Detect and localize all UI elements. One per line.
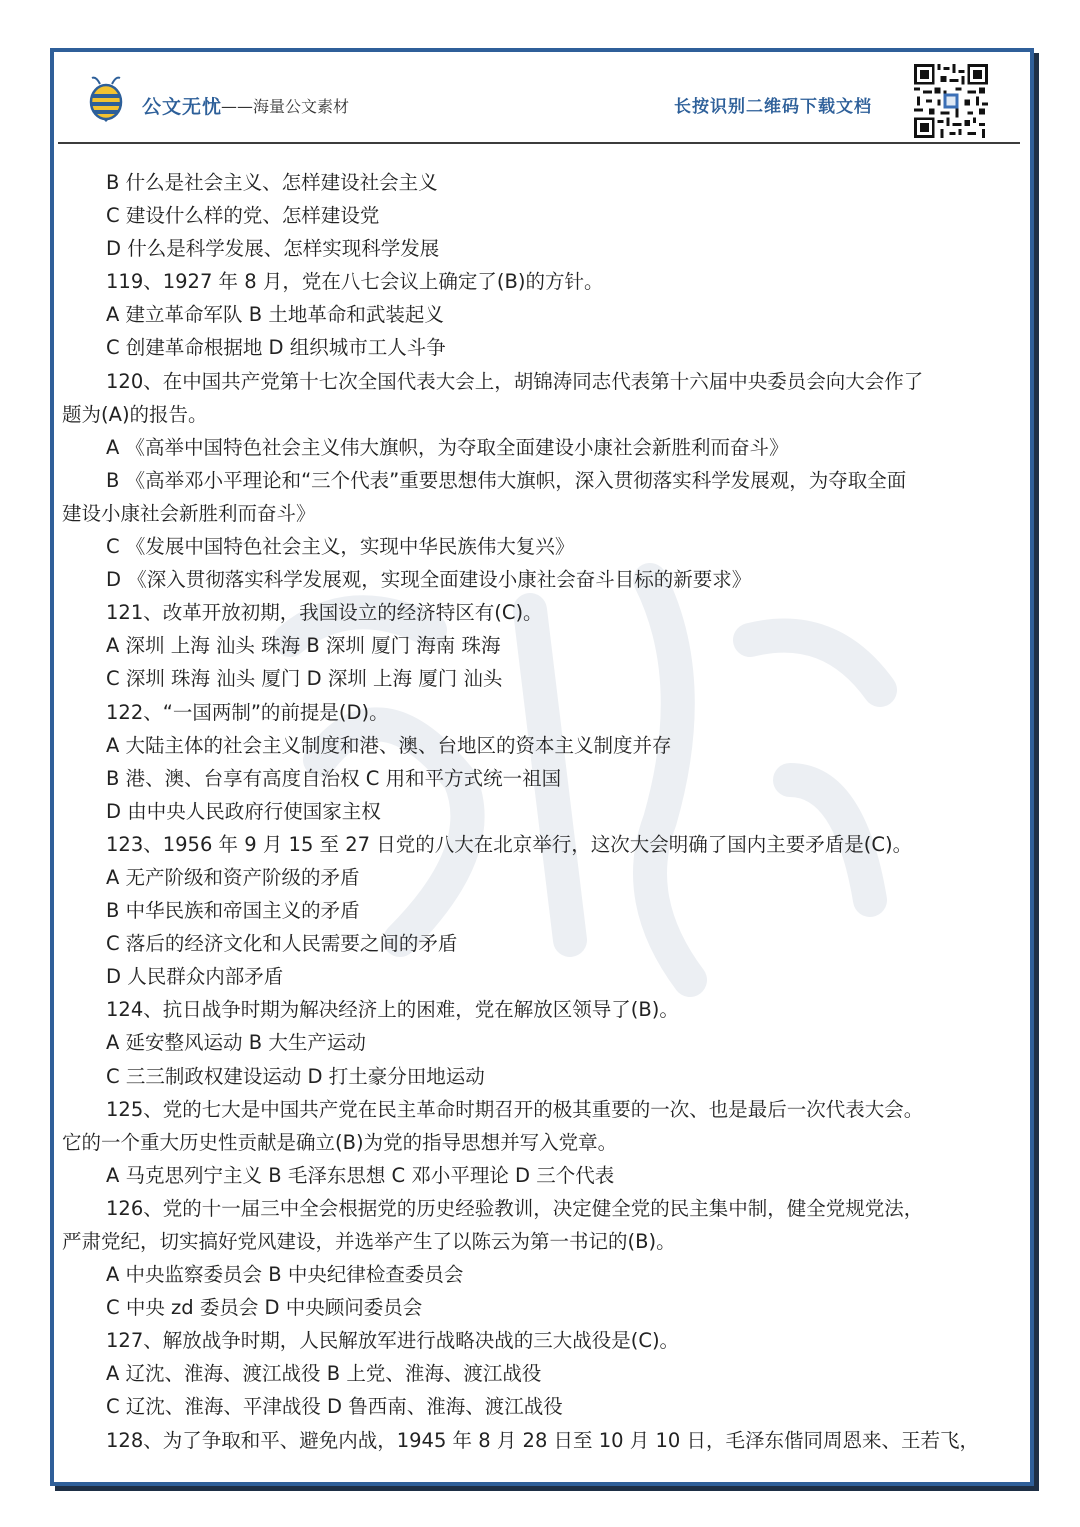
text-line: 127、解放战争时期，人民解放军进行战略决战的三大战役是(C)。 bbox=[106, 1329, 680, 1353]
text-line: C 三三制政权建设运动 D 打土豪分田地运动 bbox=[106, 1064, 485, 1088]
page-header bbox=[58, 56, 1020, 144]
qr-code-icon[interactable] bbox=[914, 64, 988, 138]
text-line: D 什么是科学发展、怎样实现科学发展 bbox=[106, 237, 440, 261]
text-line: C 辽沈、淮海、平津战役 D 鲁西南、淮海、渡江战役 bbox=[106, 1395, 563, 1419]
text-line: A 中央监察委员会 B 中央纪律检查委员会 bbox=[106, 1263, 464, 1287]
brand-subtitle: ——海量公文素材 bbox=[221, 97, 350, 116]
text-line: 126、党的十一届三中全会根据党的历史经验教训，决定健全党的民主集中制，健全党规党法， bbox=[106, 1196, 924, 1220]
text-line: A 建立革命军队 B 土地革命和武装起义 bbox=[106, 303, 444, 327]
text-line: A 马克思列宁主义 B 毛泽东思想 C 邓小平理论 D 三个代表 bbox=[106, 1163, 615, 1187]
text-line: 125、党的七大是中国共产党在民主革命时期召开的极其重要的一次、也是最后一次代表大会。 bbox=[106, 1097, 924, 1121]
text-line: C 深圳 珠海 汕头 厦门 D 深圳 上海 厦门 汕头 bbox=[106, 667, 503, 691]
text-line: 120、在中国共产党第十七次全国代表大会上，胡锦涛同志代表第十六届中央委员会向大会作了 bbox=[106, 369, 924, 393]
text-line: A 无产阶级和资产阶级的矛盾 bbox=[106, 865, 360, 889]
text-line: 121、改革开放初期，我国设立的经济特区有(C)。 bbox=[106, 601, 543, 625]
document-body bbox=[62, 166, 1020, 1457]
text-line: A 延安整风运动 B 大生产运动 bbox=[106, 1031, 366, 1055]
bee-logo-icon bbox=[86, 76, 126, 122]
text-line: A 大陆主体的社会主义制度和港、澳、台地区的资本主义制度并存 bbox=[106, 733, 672, 757]
text-line: 它的一个重大历史性贡献是确立(B)为党的指导思想并写入党章。 bbox=[62, 1130, 618, 1154]
text-line: C 中央 zd 委员会 D 中央顾问委员会 bbox=[106, 1296, 423, 1320]
text-line: A 《高举中国特色社会主义伟大旗帜，为夺取全面建设小康社会新胜利而奋斗》 bbox=[106, 435, 789, 459]
text-line: B 中华民族和帝国主义的矛盾 bbox=[106, 899, 360, 923]
text-line: C 《发展中国特色社会主义，实现中华民族伟大复兴》 bbox=[106, 535, 575, 559]
text-line: B 港、澳、台享有高度自治权 C 用和平方式统一祖国 bbox=[106, 766, 562, 790]
text-line: 119、1927 年 8 月，党在八七会议上确定了(B)的方针。 bbox=[106, 270, 604, 294]
text-line: C 落后的经济文化和人民需要之间的矛盾 bbox=[106, 932, 458, 956]
text-line: 题为(A)的报告。 bbox=[62, 402, 208, 426]
text-line: D 人民群众内部矛盾 bbox=[106, 965, 284, 989]
text-line: A 深圳 上海 汕头 珠海 B 深圳 厦门 海南 珠海 bbox=[106, 634, 501, 658]
download-hint: 长按识别二维码下载文档 bbox=[674, 97, 872, 117]
brand-name: 公文无忧 bbox=[142, 96, 223, 118]
text-line: C 创建革命根据地 D 组织城市工人斗争 bbox=[106, 336, 446, 360]
text-line: D 由中央人民政府行使国家主权 bbox=[106, 799, 381, 823]
text-line: 严肃党纪，切实搞好党风建设，并选举产生了以陈云为第一书记的(B)。 bbox=[62, 1230, 676, 1253]
text-line: 124、抗日战争时期为解决经济上的困难，党在解放区领导了(B)。 bbox=[106, 998, 679, 1022]
text-line: 123、1956 年 9 月 15 至 27 日党的八大在北京举行，这次大会明确了国内主要矛盾是(C)。 bbox=[106, 832, 913, 856]
text-line: C 建设什么样的党、怎样建设党 bbox=[106, 204, 380, 228]
text-line: A 辽沈、淮海、渡江战役 B 上党、淮海、渡江战役 bbox=[106, 1362, 542, 1386]
text-line: 122、“一国两制”的前提是(D)。 bbox=[106, 700, 389, 724]
text-line: B 《高举邓小平理论和“三个代表”重要思想伟大旗帜，深入贯彻落实科学发展观，为夺取全面 bbox=[106, 468, 907, 492]
text-line: D 《深入贯彻落实科学发展观，实现全面建设小康社会奋斗目标的新要求》 bbox=[106, 568, 752, 592]
text-line: 128、为了争取和平、避免内战，1945 年 8 月 28 日至 10 月 10 日，毛泽东偕同周恩来、王若飞， bbox=[106, 1428, 979, 1452]
text-line: B 什么是社会主义、怎样建设社会主义 bbox=[106, 171, 438, 194]
text-line: 建设小康社会新胜利而奋斗》 bbox=[62, 501, 316, 525]
